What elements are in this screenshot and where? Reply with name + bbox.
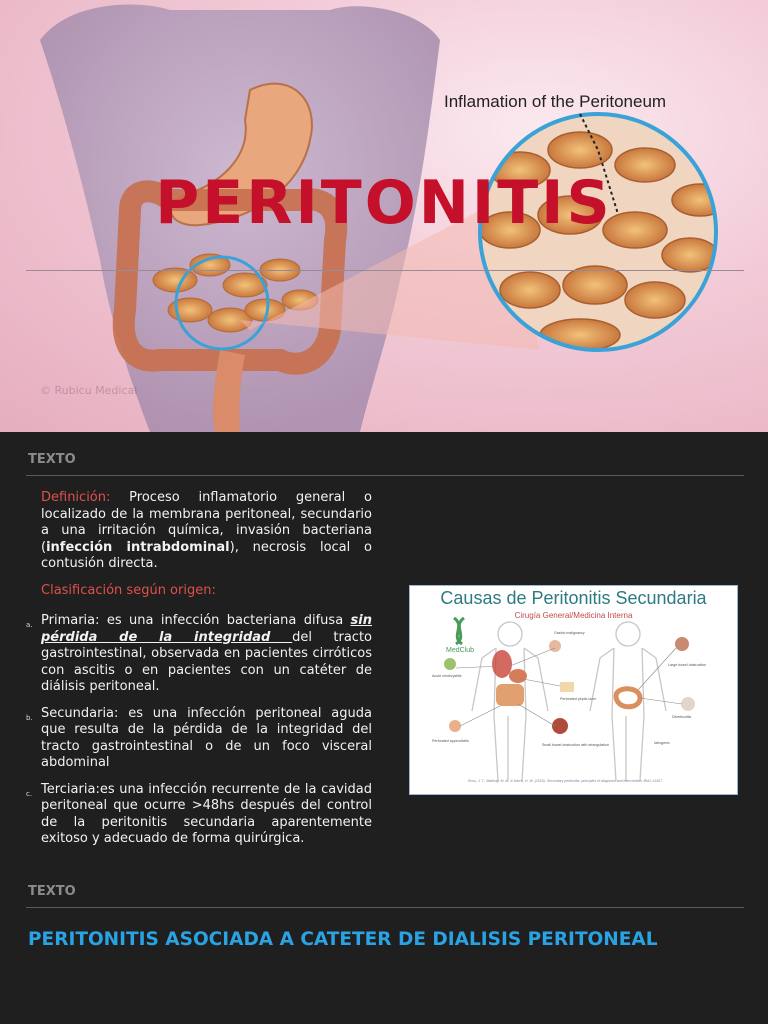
bottom-heading: PERITONITIS ASOCIADA A CATETER DE DIALISIS PERITONEAL: [28, 929, 658, 950]
definition-bold: infección intrabdominal: [46, 539, 230, 555]
content-text: [26, 490, 372, 858]
list-item-text: Secundaria: es una infección peritoneal aguda que resulta de la pérdida de la integridad del tracto gastrointestinal o de un foco visceral abdominal: [41, 705, 372, 770]
list-item: [26, 705, 372, 772]
list-item-text: Terciaria:es una infección recurrente de la cavidad peritoneal que ocurre >48hs después del control de la peritonitis secundaria aparentemente exitoso y adecuado de forma quirúrgica.: [41, 781, 372, 846]
figure-label: Iatrogenic: [654, 741, 670, 745]
figure-label: Perforated peptic ulcer: [560, 697, 597, 701]
classification-list: [26, 613, 372, 848]
section-label-2: TEXTO: [28, 884, 76, 899]
figure-title: Causas de Peritonitis Secundaria: [440, 588, 707, 608]
watermark: © Rubicu Medical: [40, 384, 138, 397]
figure-label: Small bowel obstruction with strangulation: [542, 743, 609, 747]
causes-figure: [409, 585, 738, 795]
list-item-text: del tracto gastrointestinal, observada en pacientes cirróticos con ascitis o en pacientes con un catéter de diálisis peritoneal.: [41, 629, 372, 694]
figure-label: Perforated appendicitis: [432, 739, 469, 743]
hero-divider: [26, 270, 744, 271]
figure-label: Gastric malignancy: [554, 631, 585, 635]
list-marker: b.: [26, 713, 33, 722]
section-label-1: TEXTO: [28, 452, 76, 467]
section-divider-2: [26, 907, 744, 908]
classification-label: Clasificación según origen:: [41, 582, 216, 598]
hero-banner: [0, 0, 768, 432]
figure-citation: Ross, J. T., Matthay, M. A., & Harris, H. W. (2018). Secondary peritonitis: principles of diagnosis and intervention. BMJ, k1407.: [468, 779, 664, 783]
list-item: [26, 781, 372, 848]
page-title: PERITONITIS: [155, 168, 613, 238]
figure-subtitle: Cirugía General/Medicina Interna: [514, 611, 633, 620]
figure-label: Acute cholecystitis: [432, 674, 462, 678]
list-item-text: Primaria: es una infección bacteriana difusa: [41, 613, 351, 628]
figure-label: Large bowel obstruction: [668, 663, 707, 667]
hero-caption: Inflamation of the Peritoneum: [444, 92, 667, 111]
definition-label: Definición:: [41, 490, 111, 505]
figure-brand: MedClub: [446, 647, 475, 654]
list-marker: c.: [26, 789, 33, 798]
list-item: [26, 613, 372, 696]
list-marker: a.: [26, 621, 33, 629]
list-item-emphasis: sin pérdida de la integridad: [41, 613, 372, 645]
definition-paragraph: [41, 490, 372, 573]
definition-text-b: ), necrosis local o contusión directa.: [41, 539, 372, 571]
section-divider-1: [26, 475, 744, 476]
definition-text-a: Proceso inflamatorio general o localizado de la membrana peritoneal, secundario a una irritación química, invasión bacteriana (: [41, 490, 372, 555]
figure-label: Diverticulitis: [672, 715, 692, 719]
